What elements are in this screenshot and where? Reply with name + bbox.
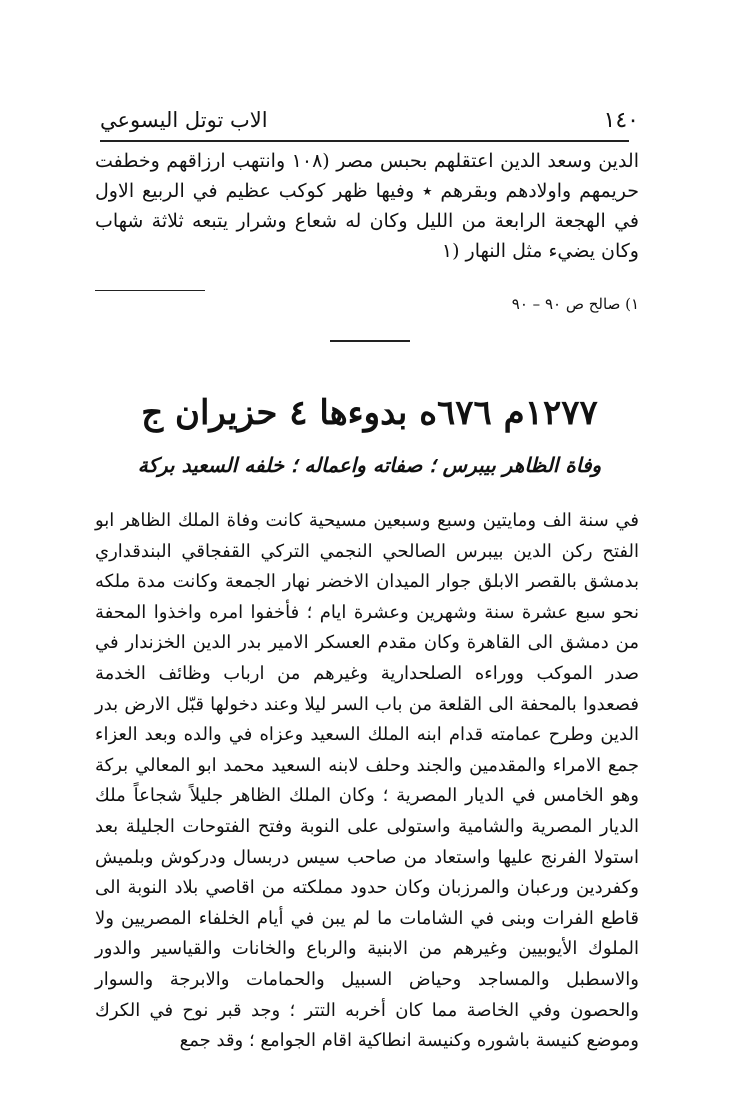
header-rule	[100, 140, 629, 142]
footnote-rule	[95, 290, 205, 291]
chapter-title: ١٢٧٧م ٦٧٦ه بدوءها ٤ حزيران ج	[141, 393, 598, 433]
body-paragraph	[95, 506, 639, 1057]
continuation-paragraph	[95, 146, 639, 266]
running-title: الاب توتل اليسوعي	[100, 108, 268, 132]
running-header	[100, 100, 639, 140]
continuation-text: الدين وسعد الدين اعتقلهم بحبس مصر (١٠٨ وانتهب ارزاقهم وخطفت حريمهم واولادهم وبقرهم ٭ وفيها ظهر كوكب عظيم في الربيع الاول في الهجعة الرابعة من الليل وكان له شعاع وشرار يتبعه ثلاثة شهاب وكان يضيء مثل النهار (١	[95, 150, 639, 262]
footnote: ١) صالح ص ٩٠ – ٩٠	[511, 295, 639, 313]
section-divider	[330, 340, 410, 342]
page-number: ١٤٠	[603, 107, 639, 133]
chapter-subtitle: وفاة الظاهر بيبرس ؛ صفاته واعماله ؛ خلفه السعيد بركة	[137, 453, 602, 477]
body-text: في سنة الف ومايتين وسبع وسبعين مسيحية كانت وفاة الملك الظاهر ابو الفتح ركن الدين بيبرس الصالحي النجمي التركي القفجاقي البندقداري بدمشق بالقصر الابلق جوار الميدان الاخضر نهار الجمعة وكانت مدة ملكه نحو سبع عشرة سنة وشهرين وعشرة ايام ؛ فأخفوا امره واخذوا المحفة من دمشق الى القاهرة وكان مقدم العسكر الامير بدر الدين الخزندار في صدر الموكب ووراءه الصلحدارية وغيرهم من ارباب وظائف الخدمة فصعدوا بالمحفة الى القلعة من باب السر ليلا وعند دخولها قبّل الارض بدر الدين وطرح عمامته قدام ابنه الملك السعيد وعزاه في والده وبعد العزاء جمع الامراء والمقدمين والجند وحلف لابنه السعيد محمد ابو المعالي بركة وهو الخامس في الديار المصرية ؛ وكان الملك الظاهر جليلاً شجاعاً ملك الديار المصرية والشامية واستولى على النوبة وفتح الفتوحات الجليلة بعد استولا الفرنج عليها واستعاد من صاحب سيس دربسال ودركوش وبلميش وكفردين ورعبان والمرزبان وكان حدود مملكته من اقاصي بلاد النوبة الى قاطع الفرات وبنى في الشامات ما لم يبن في أيام الخلفاء المصريين ولا الملوك الأيوبيين وغيرهم من الابنية والرباع والخانات والقياسير والدور والاسطبل والمساجد وحياض السبيل والحمامات والابرجة والسوار والحصون وفي الخاصة مما كان أخربه التتر ؛ وجد قبر نوح في الكرك وموضع كنيسة باشوره وكنيسة انطاكية اقام الجوامع ؛ وقد جمع	[95, 510, 639, 1052]
